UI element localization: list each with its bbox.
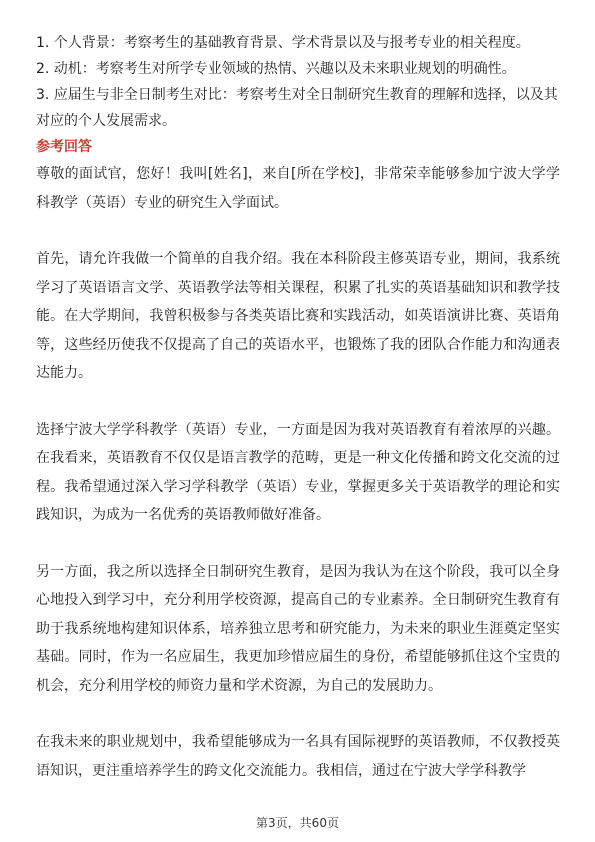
list-item-comparison: 3. 应届生与非全日制考生对比：考察考生对全日制研究生教育的理解和选择，以及其对应的个人发展需求。 [36, 87, 558, 129]
list-item-motivation: 2. 动机：考察考生对所学专业领域的热情、兴趣以及未来职业规划的明确性。 [36, 61, 516, 77]
paragraph-fulltime-choice: 另一方面，我之所以选择全日制研究生教育，是因为我认为在这个阶段，我可以全身心地投入到学习中，充分利用学校资源，提高自己的专业素养。全日制研究生教育有助于我系统地构建知识体系，培养独立思考和研究能力，为未来的职业生涯奠定坚实基础。同时，作为一名应届生，我更加珍惜应届生的身份，希望能够抓住这个宝贵的机会，充分利用学校的师资力量和学术资源，为自己的发展助力。 [36, 563, 560, 694]
list-item-personal-background: 1. 个人背景：考察考生的基础教育背景、学术背景以及与报考专业的相关程度。 [36, 35, 530, 51]
paragraph-self-intro: 首先，请允许我做一个简单的自我介绍。我在本科阶段主修英语专业，期间，我系统学习了英语语言文学、英语教学法等相关课程，积累了扎实的英语基础知识和教学技能。在大学期间，我曾积极参与各类英语比赛和实践活动，如英语演讲比赛、英语角等，这些经历使我不仅提高了自己的英语水平，也锻炼了我的团队合作能力和沟通表达能力。 [36, 251, 560, 381]
paragraph-greeting: 尊敬的面试官，您好！我叫[姓名]，来自[所在学校]，非常荣幸能够参加宁波大学学科教学（英语）专业的研究生入学面试。 [36, 166, 560, 211]
section-heading-reference-answer: 参考回答 [36, 139, 92, 155]
page-content [36, 30, 560, 813]
page-number-footer: 第3页，共60页 [256, 816, 339, 830]
paragraph-major-choice: 选择宁波大学学科教学（英语）专业，一方面是因为我对英语教育有着浓厚的兴趣。在我看来，英语教育不仅仅是语言教学的范畴，更是一种文化传播和跨文化交流的过程。我希望通过深入学习学科教学（英语）专业，掌握更多关于英语教学的理论和实践知识，为成为一名优秀的英语教师做好准备。 [36, 421, 560, 523]
paragraph-career-plan: 在我未来的职业规划中，我希望能够成为一名具有国际视野的英语教师，不仅教授英语知识，更注重培养学生的跨文化交流能力。我相信，通过在宁波大学学科教学 [36, 734, 560, 779]
